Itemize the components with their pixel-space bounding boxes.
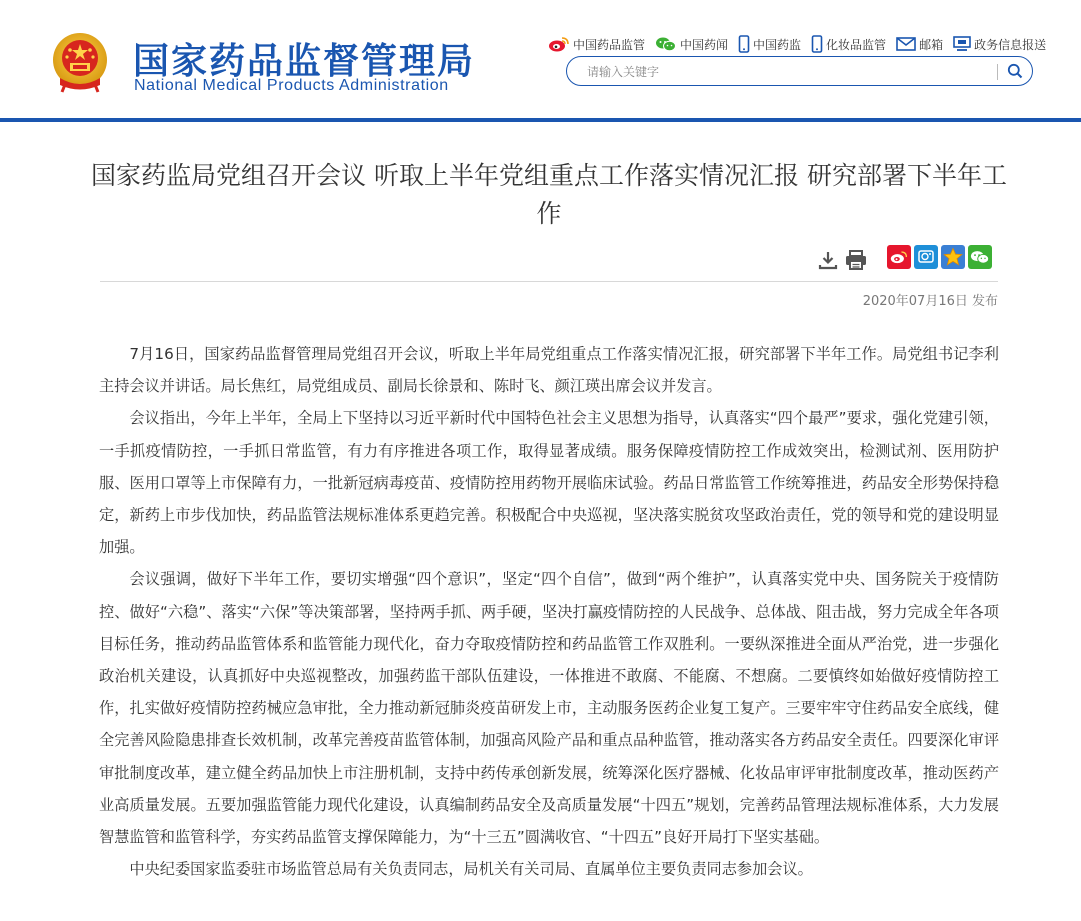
toplink-info-report[interactable] xyxy=(953,36,1046,53)
share-wechat-button[interactable] xyxy=(968,245,992,269)
share-tencent-weibo-button[interactable] xyxy=(914,245,938,269)
header-divider xyxy=(0,118,1081,122)
toplink-mail[interactable] xyxy=(896,36,943,53)
share-favorite-button[interactable] xyxy=(941,245,965,269)
article-body xyxy=(99,338,999,885)
monitor-icon xyxy=(953,36,971,52)
search-divider xyxy=(997,64,998,80)
wechat-icon xyxy=(655,36,677,52)
mobile-icon xyxy=(738,35,750,53)
national-emblem-icon[interactable] xyxy=(48,30,112,94)
weibo-icon xyxy=(890,250,908,264)
article-divider xyxy=(100,281,998,282)
tencent-weibo-icon xyxy=(917,248,935,266)
search-button[interactable] xyxy=(1001,59,1029,83)
toplink-mobile-app[interactable] xyxy=(738,35,801,53)
article-paragraph: 中央纪委国家监委驻市场监管总局有关负责同志，局机关有关司局、直属单位主要负责同志参加会议。 xyxy=(129,860,813,879)
site-logo-title[interactable]: 国家药品监督管理局 xyxy=(133,41,476,82)
search-icon xyxy=(1007,63,1023,79)
top-links-bar xyxy=(548,34,1046,54)
article-paragraph: 会议指出，今年上半年，全局上下坚持以习近平新时代中国特色社会主义思想为指导，认真落实“四个最严”要求，强化党建引领，一手抓疫情防控，一手抓日常监管，有力有序推进各项工作，取得显著成绩。服务保障疫情防控工作成效突出，检测试剂、医用防护服、医用口罩等上市保障有力，一批新冠病毒疫苗、疫情防控用药物开展临床试验。药品日常监管工作统筹推进，药品安全形势保持稳定，新药上市步伐加快，药品监管法规标准体系更趋完善。积极配合中央巡视，坚决落实脱贫攻坚政治责任，党的领导和党的建设明显加强。 xyxy=(99,409,999,557)
site-header xyxy=(0,0,1081,118)
article-title: 国家药监局党组召开会议 听取上半年党组重点工作落实情况汇报 研究部署下半年工作 xyxy=(91,161,1007,228)
search-input[interactable] xyxy=(587,62,987,82)
download-button[interactable] xyxy=(816,248,840,272)
toplink-cosmetics[interactable] xyxy=(811,35,886,53)
site-logo-subtitle[interactable]: National Medical Products Administration xyxy=(134,77,449,94)
toplink-label: 中国药品监管 xyxy=(573,37,646,52)
download-icon xyxy=(818,250,838,270)
print-button[interactable] xyxy=(844,248,868,272)
search-box xyxy=(566,56,1033,86)
wechat-icon xyxy=(970,249,990,265)
toplink-label: 邮箱 xyxy=(919,37,944,52)
mail-icon xyxy=(896,37,916,51)
toplink-label: 中国药监 xyxy=(753,37,802,52)
mobile-icon xyxy=(811,35,823,53)
toplink-weibo[interactable] xyxy=(548,36,645,53)
article-tools xyxy=(816,246,868,274)
favorite-star-icon xyxy=(943,247,963,267)
print-icon xyxy=(845,250,867,270)
toplink-label: 中国药闻 xyxy=(680,37,729,52)
publish-date: 2020年07月16日 发布 xyxy=(862,294,998,309)
article-paragraph: 7月16日，国家药品监督管理局党组召开会议，听取上半年局党组重点工作落实情况汇报，研究部署下半年工作。局党组书记李利主持会议并讲话。局长焦红，局党组成员、副局长徐景和、陈时飞、颜江瑛出席会议并发言。 xyxy=(99,345,999,396)
toplink-label: 政务信息报送 xyxy=(974,37,1047,52)
share-bar xyxy=(887,245,995,269)
toplink-label: 化妆品监管 xyxy=(826,37,887,52)
toplink-wechat[interactable] xyxy=(655,36,728,53)
share-weibo-button[interactable] xyxy=(887,245,911,269)
weibo-icon xyxy=(548,36,570,52)
article-paragraph: 会议强调，做好下半年工作，要切实增强“四个意识”，坚定“四个自信”，做到“两个维护”，认真落实党中央、国务院关于疫情防控、做好“六稳”、落实“六保”等决策部署，坚持两手抓、两手硬，坚决打赢疫情防控的人民战争、总体战、阻击战，努力完成全年各项目标任务，推动药品监管体系和监管能力现代化，奋力夺取疫情防控和药品监管工作双胜利。一要纵深推进全面从严治党，进一步强化政治机关建设，认真抓好中央巡视整改，加强药监干部队伍建设，一体推进不敢腐、不能腐、不想腐。二要慎终如始做好疫情防控工作，扎实做好疫情防控药械应急审批，全力推动新冠肺炎疫苗研发上市，主动服务医药企业复工复产。三要牢牢守住药品安全底线，健全完善风险隐患排查长效机制，改革完善疫苗监管体制，加强高风险产品和重点品种监管，推动落实各方药品安全责任。四要深化审评审批制度改革，建立健全药品加快上市注册机制，支持中药传承创新发展，统筹深化医疗器械、化妆品审评审批制度改革，推动医药产业高质量发展。五要加强监管能力现代化建设，认真编制药品安全及高质量发展“十四五”规划，完善药品管理法规标准体系，大力发展智慧监管和监管科学，夯实药品监管支撑保障能力，为“十三五”圆满收官、“十四五”良好开局打下坚实基础。 xyxy=(99,570,999,847)
